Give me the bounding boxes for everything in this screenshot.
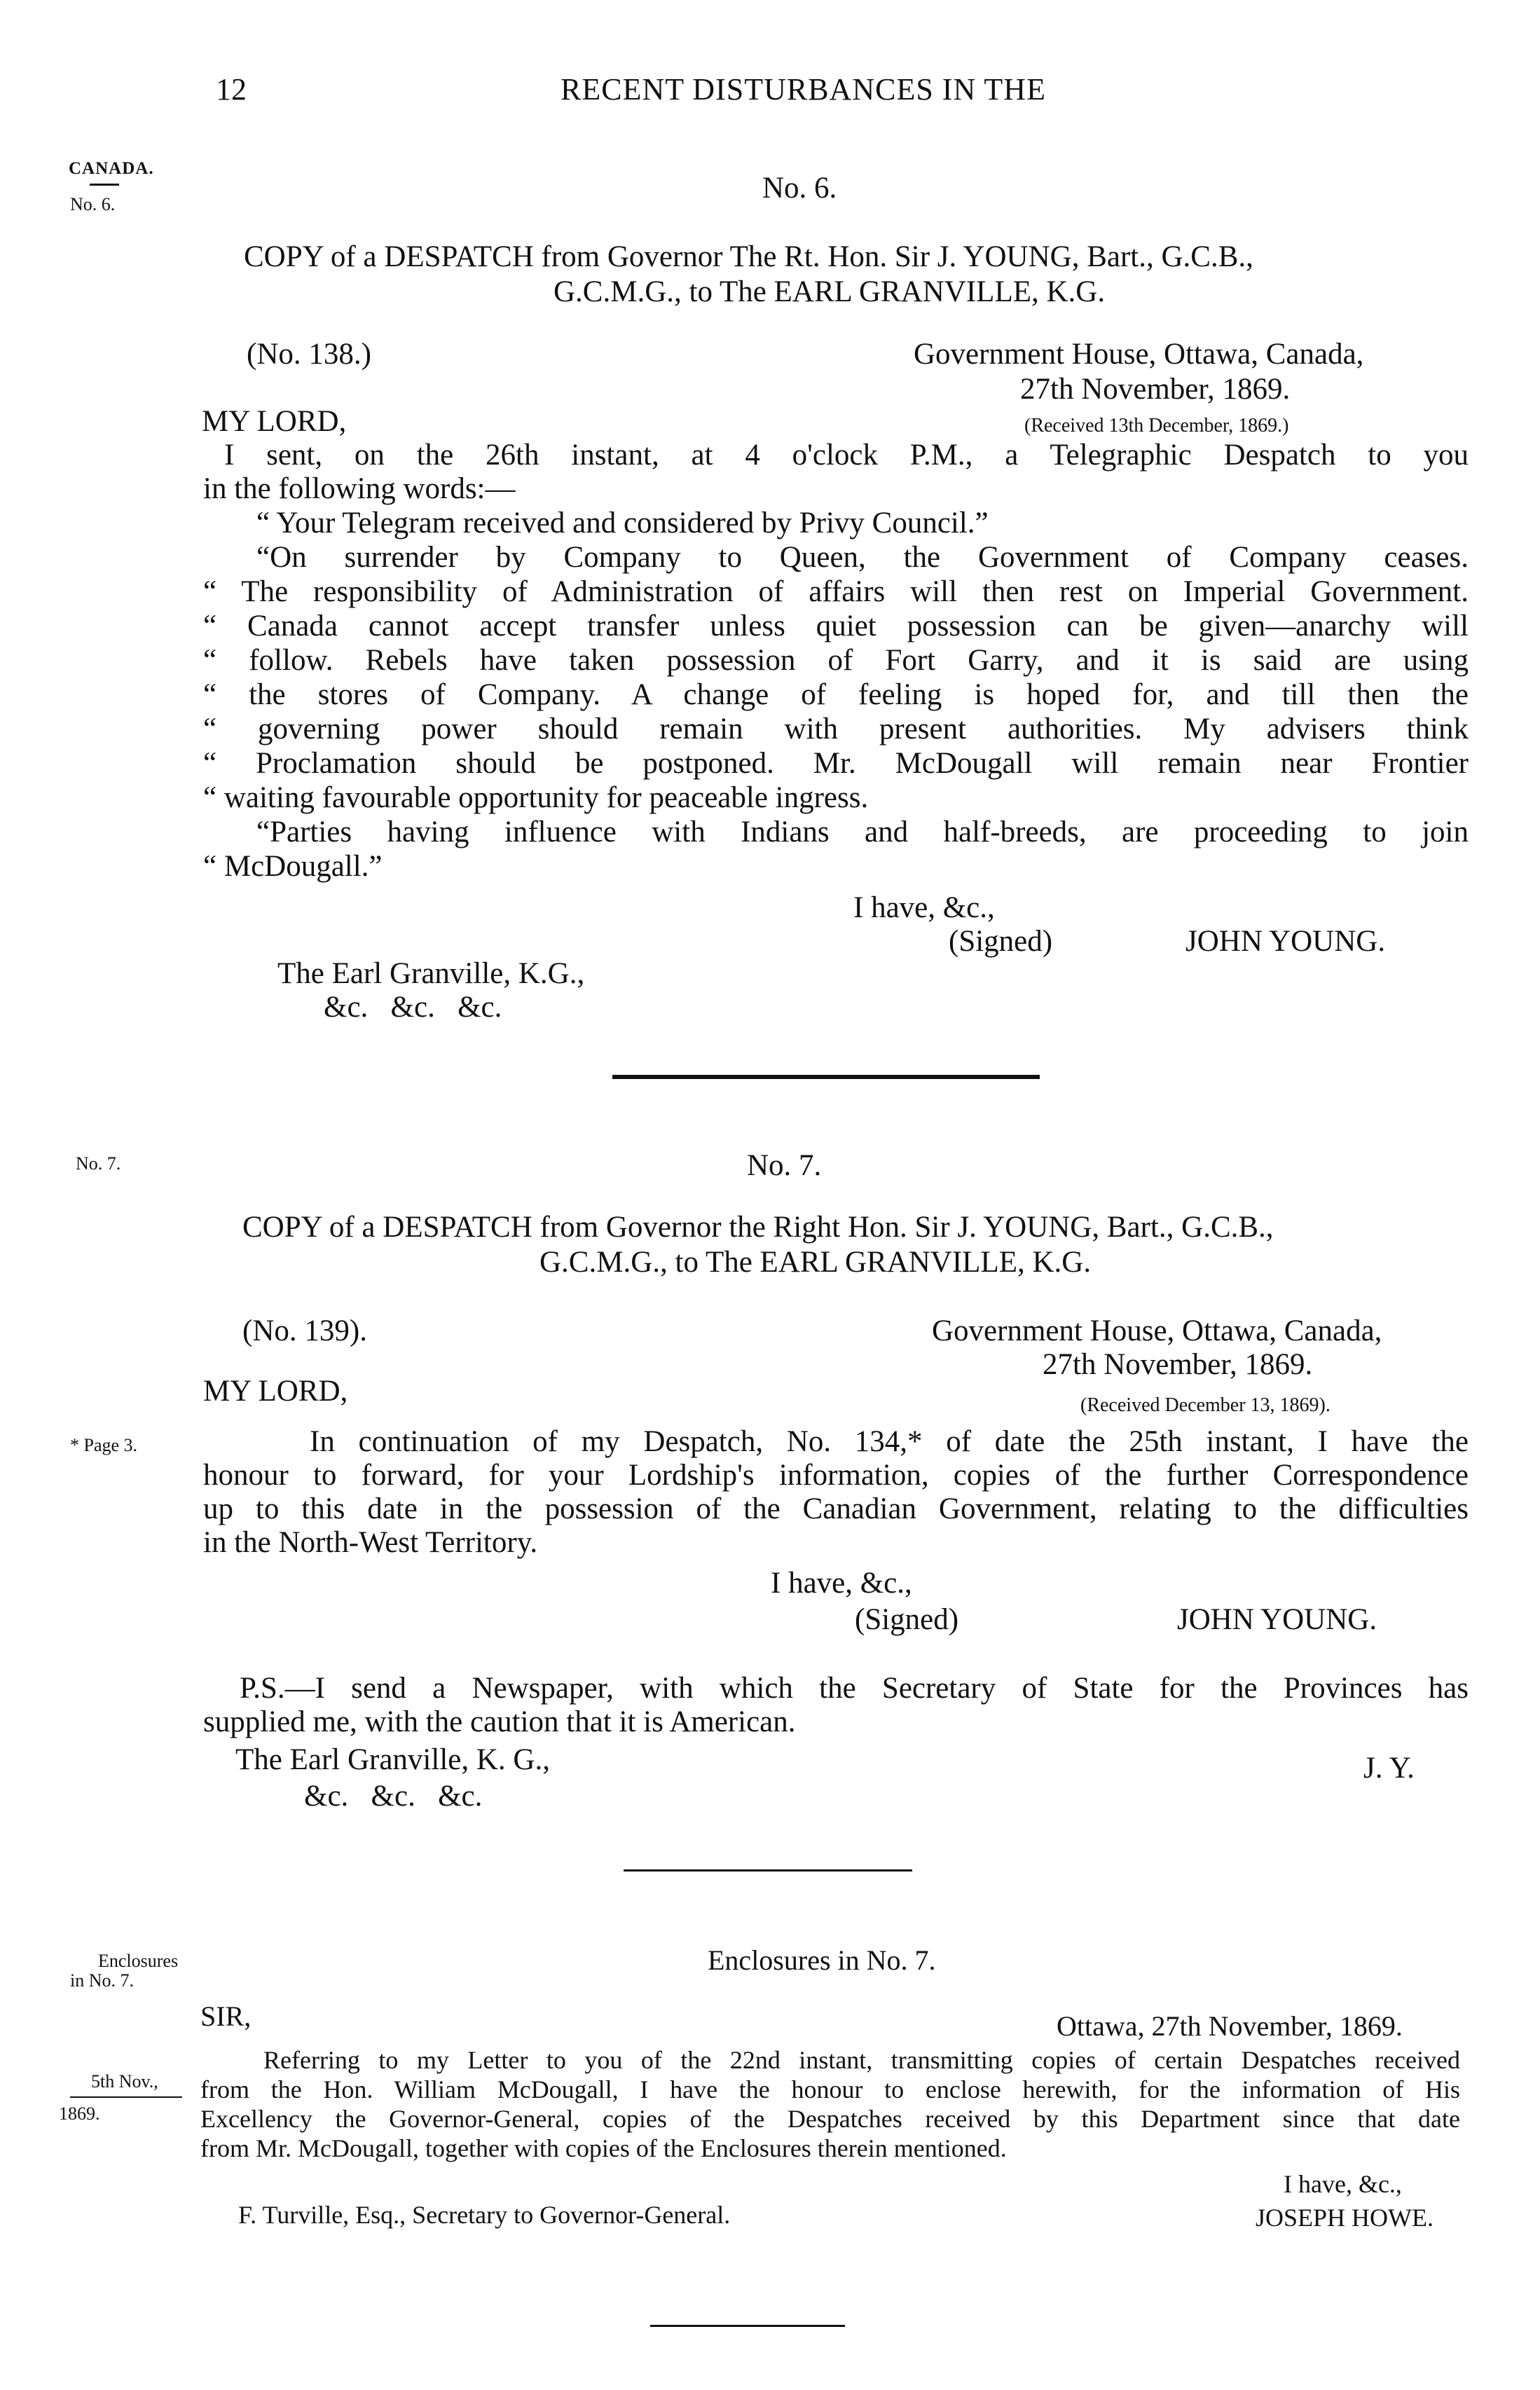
no6-quote-line: “ follow. Rebels have taken possession of Fort Garry, and it is said are using (203, 644, 1469, 677)
no6-ref: (No. 138.) (247, 338, 371, 371)
no7-address: Government House, Ottawa, Canada, (932, 1314, 1382, 1347)
no6-quote-line: “ Proclamation should be postponed. Mr. McDougall will remain near Frontier (203, 747, 1469, 780)
no6-quote-line: “ waiting favourable opportunity for peaceable ingress. (203, 781, 869, 814)
enclosures-salutation: SIR, (200, 2000, 252, 2032)
section-rule (612, 1075, 1040, 1079)
no6-date: 27th November, 1869. (1020, 373, 1291, 406)
enclosures-para-line: from Mr. McDougall, together with copies of the Enclosures therein mentioned. (200, 2134, 1007, 2162)
enclosures-para-line: Referring to my Letter to you of the 22nd instant, transmitting copies of certain Despatches received (263, 2046, 1460, 2074)
no7-etc: &c. &c. &c. (304, 1780, 483, 1813)
margin-canada: CANADA. (69, 159, 154, 178)
margin-date-1: 5th Nov., (91, 2071, 158, 2092)
no7-para-line: up to this date in the possession of the Canadian Government, relating to the difficulties (203, 1492, 1469, 1525)
no7-addressee: The Earl Granville, K. G., (235, 1743, 550, 1776)
no6-quote-line: “ the stores of Company. A change of feeling is hoped for, and till then the (203, 678, 1469, 711)
no6-copy-line2: G.C.M.G., to The EARL GRANVILLE, K.G. (554, 275, 1106, 308)
margin-date-2: 1869. (59, 2103, 100, 2124)
margin-rule (90, 184, 119, 186)
no6-etc: &c. &c. &c. (324, 991, 502, 1024)
no6-quote-line: “Parties having influence with Indians and half-breeds, are proceeding to join (256, 816, 1469, 849)
page-number: 12 (216, 72, 247, 107)
no6-salutation: MY LORD, (202, 405, 347, 438)
margin-no6: No. 6. (70, 194, 116, 214)
no7-copy-line2: G.C.M.G., to The EARL GRANVILLE, K.G. (539, 1246, 1092, 1279)
no6-quote-line: “ governing power should remain with present authorities. My advisers think (203, 713, 1469, 746)
no7-ps-line: P.S.—I send a Newspaper, with which the Secretary of State for the Provinces has (240, 1672, 1469, 1705)
enclosures-para-line: Excellency the Governor-General, copies of the Despatches received by this Department since that date (200, 2105, 1460, 2133)
margin-no7: No. 7. (76, 1153, 121, 1174)
no6-signature: JOHN YOUNG. (1185, 925, 1386, 958)
margin-enclosures-1: Enclosures (98, 1951, 179, 1971)
no6-signed: (Signed) (949, 925, 1053, 958)
enclosures-para-line: from the Hon. William McDougall, I have the honour to enclose herewith, for the information of His (200, 2075, 1460, 2103)
no7-para-line: In continuation of my Despatch, No. 134,* of date the 25th instant, I have the (310, 1425, 1469, 1458)
no6-quote-line: “ McDougall.” (203, 850, 383, 883)
no7-ref: (No. 139). (242, 1314, 367, 1347)
section-rule (650, 2325, 845, 2327)
no6-heading: No. 6. (762, 172, 837, 205)
enclosures-closing: I have, &c., (1284, 2170, 1402, 2198)
no7-signed: (Signed) (855, 1603, 959, 1636)
no7-initials: J. Y. (1363, 1752, 1415, 1785)
margin-page3: * Page 3. (70, 1435, 138, 1455)
no7-received: (Received December 13, 1869). (1080, 1394, 1331, 1416)
no7-para-line: honour to forward, for your Lordship's information, copies of the further Correspondence (203, 1459, 1469, 1492)
no6-quote-line: “ Your Telegram received and considered by Privy Council.” (256, 507, 989, 540)
no7-signature: JOHN YOUNG. (1177, 1603, 1377, 1636)
no6-para-line: I sent, on the 26th instant, at 4 o'clock P.M., a Telegraphic Despatch to you (224, 439, 1469, 472)
no6-quote-line: “ Canada cannot accept transfer unless quiet possession can be given—anarchy will (203, 610, 1469, 643)
no6-addressee: The Earl Granville, K.G., (277, 957, 585, 990)
no7-copy-line1: COPY of a DESPATCH from Governor the Right Hon. Sir J. YOUNG, Bart., G.C.B., (242, 1211, 1274, 1244)
enclosures-heading: Enclosures in No. 7. (708, 1944, 936, 1976)
no6-address: Government House, Ottawa, Canada, (914, 338, 1364, 371)
enclosures-addressee: F. Turville, Esq., Secretary to Governor-General. (238, 2201, 731, 2229)
no7-ps-line: supplied me, with the caution that it is American. (203, 1705, 796, 1738)
no6-para-line: in the following words:— (203, 472, 516, 505)
enclosures-signature: JOSEPH HOWE. (1256, 2204, 1434, 2232)
margin-date-rule (70, 2096, 182, 2098)
no6-copy-line1: COPY of a DESPATCH from Governor The Rt. Hon. Sir J. YOUNG, Bart., G.C.B., (244, 240, 1253, 273)
margin-enclosures-2: in No. 7. (70, 1970, 134, 1991)
no7-salutation: MY LORD, (203, 1375, 348, 1408)
no7-date: 27th November, 1869. (1043, 1348, 1313, 1381)
no6-received: (Received 13th December, 1869.) (1024, 415, 1289, 437)
section-rule (624, 1869, 912, 1872)
no6-quote-line: “On surrender by Company to Queen, the Government of Company ceases. (256, 541, 1469, 574)
no6-quote-line: “ The responsibility of Administration of affairs will then rest on Imperial Government. (203, 575, 1469, 608)
no7-closing: I have, &c., (771, 1567, 912, 1600)
no7-heading: No. 7. (747, 1149, 822, 1182)
no7-para-line: in the North-West Territory. (203, 1526, 538, 1559)
no6-closing: I have, &c., (853, 891, 995, 924)
running-title: RECENT DISTURBANCES IN THE (561, 72, 1046, 107)
enclosures-date: Ottawa, 27th November, 1869. (1057, 2010, 1403, 2042)
